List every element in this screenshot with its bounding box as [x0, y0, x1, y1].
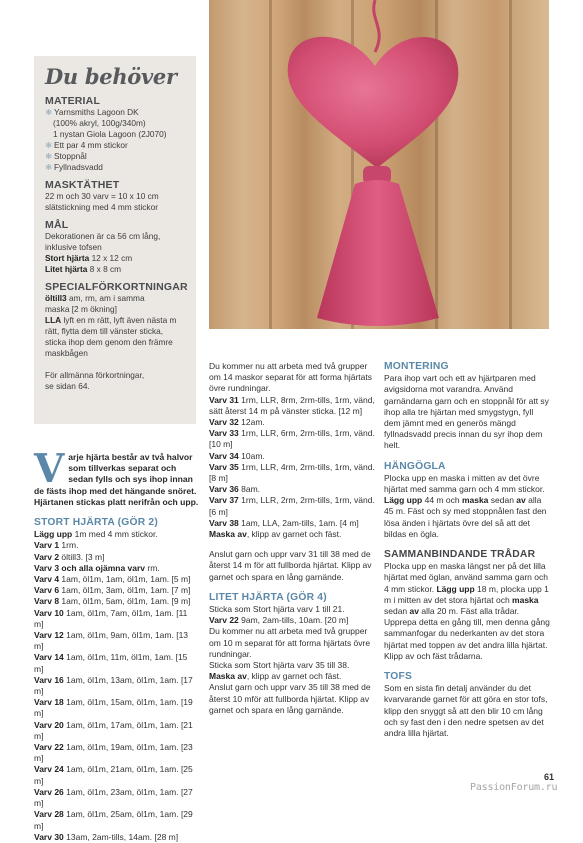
- pattern-row: [34, 832, 199, 843]
- text-segment: av: [516, 495, 526, 506]
- row-label: Varv 16: [34, 674, 64, 685]
- material-heading: MATERIAL: [45, 95, 101, 107]
- size-small-value: 8 x 8 cm: [87, 264, 122, 274]
- pattern-row: [34, 809, 199, 820]
- row-text: , klipp av garnet och fäst.: [246, 671, 342, 682]
- mid-paragraph: Du kommer nu att arbeta med två grupper om 14 maskor separat för att forma hjärtats övre rundningar.: [209, 361, 372, 394]
- abbr-line: maskbågen: [45, 348, 88, 358]
- pattern-row: [34, 720, 199, 742]
- material-item-text: Fyllnadsvadd: [53, 162, 103, 172]
- abbr-note: se sidan 64.: [45, 381, 90, 391]
- text-segment: maska: [512, 594, 539, 605]
- row-label: Varv 3 och alla ojämna varv: [34, 562, 146, 573]
- mid-paragraph: Anslut garn och uppr varv 31 till 38 med de återst 14 m för att fullborda hjärtat. Klipp av garnet och spara en lång garnände.: [209, 549, 372, 582]
- material-item: [45, 118, 187, 129]
- pattern-row: [34, 675, 199, 697]
- row-text: 1am, öl1m, 23am, öl1m, 1am. [27 m]: [34, 786, 193, 809]
- abbr-line: sticka ihop dem genom den främre: [45, 337, 173, 347]
- material-item: [45, 107, 187, 118]
- row-text: 8am.: [238, 484, 261, 495]
- row-text: 1rm, LLR, 8rm, 2rm-tills, 1rm, vänd, sätt återst 14 m på vänster sticka. [12 m]: [209, 394, 375, 416]
- row-text: 1am, öl1m, 25am, öl1m, 1am. [29: [63, 809, 193, 820]
- intro-text: arje hjärta består av två halvor som tillverkas separat och sedan fylls och sys ihop innan de fästs ihop med det hängande snöret. Hjärtanen stickas platt nerifrån och upp.: [34, 452, 199, 507]
- pattern-row: [209, 682, 375, 716]
- pattern-row: [34, 652, 199, 674]
- row-label: Varv 30: [34, 831, 64, 842]
- text-segment: av: [409, 606, 419, 617]
- row-text: 1rm, LLR, 6rm, 2rm-tills, 1rm, vänd. [10 m]: [209, 428, 375, 450]
- material-list: [45, 107, 187, 173]
- pattern-row: [34, 552, 199, 563]
- material-item: [45, 140, 187, 151]
- pattern-row: [209, 529, 375, 540]
- hanging-string: [374, 0, 379, 52]
- row-label: Varv 18: [34, 697, 64, 708]
- row-label: Varv 12: [34, 630, 64, 641]
- tassel-heading: TOFS: [384, 671, 413, 683]
- pattern-row: [209, 462, 375, 484]
- row-text: 1m med 4 mm stickor.: [72, 529, 158, 540]
- right-column: [384, 361, 552, 739]
- row-label: Varv 1: [34, 540, 60, 551]
- abbr-note: För allmänna förkortningar,: [45, 370, 145, 380]
- material-item-text: Yarnsmiths Lagoon DK: [53, 107, 139, 117]
- row-label: Varv 6: [34, 585, 60, 596]
- pattern-row: [209, 615, 375, 626]
- size-big-label: Stort hjärta: [45, 253, 90, 263]
- text-segment: Plocka upp en maska i mitten av det övre hjärtat med samma garn och 4 mm stickor.: [384, 472, 545, 495]
- pattern-row: [209, 604, 375, 615]
- pattern-row: [34, 585, 199, 596]
- pattern-row: [34, 563, 199, 574]
- loop-heading: HÄNGÖGLA: [384, 460, 446, 472]
- row-text: 1am, öl1m, 7am, öl1m, 1am. [11 m]: [34, 607, 188, 629]
- pattern-row: [209, 495, 375, 517]
- text-segment: sedan: [384, 606, 410, 617]
- drop-cap: V: [34, 446, 65, 492]
- heart-shape: [288, 37, 459, 168]
- row-text: , klipp av garnet och fäst.: [246, 529, 342, 540]
- text-segment: alla 45 m. Fäst och sy med stoppnålen fast den lösa änden i hjärtats övre del så att det bildas en ögla.: [384, 495, 547, 539]
- material-item-text: (100% akryl, 100g/340m): [53, 118, 146, 128]
- pattern-row: [34, 574, 199, 585]
- abbr-line: [45, 315, 187, 326]
- tassel-text: Som en sista fin detalj använder du det kvarvarande garnet för att göra en stor tofs, klipp den snyggt så att den blir 10 cm lång och sy fast den i den nedre spetsen av det andra lilla hjärtat.: [384, 683, 548, 739]
- text-segment: Lägg upp: [436, 583, 475, 594]
- row-text: 1am, öl1m, 17am, öl1m, 1am. [21 m]: [34, 719, 193, 741]
- gauge-heading: MASKTÄTHET: [45, 179, 120, 191]
- row-text: Sticka som Stort hjärta varv 35 till 38.: [209, 660, 350, 671]
- pattern-row: [34, 821, 199, 832]
- row-text: öltill3. [3 m]: [59, 551, 105, 562]
- small-heart-heading: LITET HJÄRTA (GÖR 4): [209, 591, 327, 603]
- row-text: 9am, 2am-tills, 10am. [20 m]: [238, 615, 349, 626]
- gauge-line: 22 m och 30 varv = 10 x 10 cm: [45, 191, 159, 201]
- row-text: 1am, öl1m, 13am, öl1m, 1am. [17 m]: [34, 674, 193, 697]
- bullet-icon: ❄: [45, 151, 52, 161]
- threads-text-2: Upprepa detta en gång till, men denna gång sammanfogar du nederkanten av det stora hjärtat med toppen av det andra lilla hjärtat. Klipp av och fäst trådarna.: [384, 617, 550, 661]
- row-label: Maska av: [209, 529, 247, 540]
- row-label: Varv 2: [34, 551, 60, 562]
- row-label: Varv 38: [209, 517, 239, 528]
- pattern-row: [209, 395, 375, 417]
- material-item: [45, 151, 187, 162]
- row-text: 1am, öl1m, 21am, öl1m, 1am. [25 m]: [34, 764, 193, 786]
- intro-paragraph: [34, 446, 199, 508]
- assembly-text: Para ihop vart och ett av hjärtparen med avigsidorna mot varandra. Använd garnändarna garn och en stoppnål för att sy ihop alla tre hjärtan med smygstygn, fyll dem jämnt med en generös mängd fyllnadsvadd precis innan du syr ihop dem helt.: [384, 373, 549, 451]
- row-label: Varv 4: [34, 574, 60, 585]
- row-label: Varv 32: [209, 417, 239, 428]
- row-label: Varv 34: [209, 450, 239, 461]
- row-text: 1am, öl1m, 9am, öl1m, 1am. [13 m]: [34, 630, 189, 652]
- material-item-text: Ett par 4 mm stickor: [53, 140, 128, 150]
- pattern-row: [209, 660, 375, 671]
- size-small-label: Litet hjärta: [45, 264, 88, 274]
- row-text: 13am, 2am-tills, 14am. [28 m]: [63, 831, 179, 842]
- middle-column: [209, 361, 375, 716]
- row-text: 10am.: [238, 450, 265, 461]
- pattern-row: [34, 787, 199, 809]
- row-label: Varv 28: [34, 809, 64, 820]
- bullet-icon: ❄: [45, 140, 52, 150]
- abbr-heading: SPECIALFÖRKORTNINGAR: [45, 281, 188, 293]
- heart-illustration: [209, 0, 549, 329]
- text-segment: alla 20 m. Fäst alla trådar.: [419, 606, 520, 617]
- row-label: Varv 35: [209, 461, 239, 472]
- row-text: 1rm, LLR, 2rm, 2rm-tills, 1rm, vänd. [6 m]: [209, 495, 375, 517]
- row-text: 1am, öl1m, 11m, öl1m, 1am. [15 m]: [34, 652, 188, 674]
- size-line: Dekorationen är ca 56 cm lång,: [45, 231, 161, 241]
- abbr-term: öltill3: [45, 293, 67, 303]
- assembly-heading: MONTERING: [384, 361, 449, 372]
- pattern-row: [34, 608, 199, 630]
- row-label: Maska av: [209, 671, 247, 682]
- size-line: inklusive tofsen: [45, 242, 102, 252]
- row-label: Varv 22: [34, 742, 64, 753]
- row-label: Varv 14: [34, 652, 64, 663]
- size-heading: MÅL: [45, 219, 69, 231]
- bullet-icon: ❄: [45, 107, 52, 117]
- heart-photo: [209, 0, 549, 329]
- row-label: Varv 24: [34, 764, 64, 775]
- abbr-line: maska [2 m ökning]: [45, 304, 117, 314]
- row-label: Varv 20: [34, 719, 64, 730]
- row-text: m]: [34, 820, 44, 831]
- pattern-row: [34, 742, 199, 764]
- row-label: Varv 31: [209, 394, 239, 405]
- threads-text: [384, 561, 552, 617]
- sidebar-title: Du behöver: [45, 64, 177, 89]
- pattern-row: [34, 697, 199, 719]
- materials-sidebar: [34, 56, 196, 424]
- large-heart-rows-cont: [209, 395, 375, 541]
- pattern-row: [209, 428, 375, 450]
- large-heart-rows: [34, 529, 199, 843]
- text-segment: 44 m och: [422, 495, 462, 506]
- bullet-icon: ❄: [45, 162, 52, 172]
- row-text: 1am, öl1m, 1am, öl1m, 1am. [5 m]: [59, 574, 191, 585]
- pattern-row: [209, 484, 375, 495]
- text-segment: sedan: [488, 495, 517, 506]
- text-segment: Plocka upp en maska längst ner på det lilla hjärtat med öglan, använd samma garn och 4 mm stickor.: [384, 561, 548, 594]
- size-small: [45, 264, 187, 275]
- abbr-desc: am, rm, am i samma: [66, 293, 145, 303]
- small-heart-rows: [209, 604, 375, 716]
- abbr-line: [45, 293, 187, 304]
- row-text: 1am, LLA, 2am-tills, 1am. [4 m]: [238, 517, 359, 528]
- row-label: Varv 36: [209, 484, 239, 495]
- material-item-text: 1 nystan Giola Lagoon (2J070): [53, 129, 167, 139]
- pattern-row: [34, 540, 199, 551]
- page-number: 61: [544, 772, 555, 782]
- pattern-row: [209, 626, 375, 660]
- text-segment: maska: [461, 495, 489, 506]
- row-text: 1am, öl1m, 3am, öl1m, 1am. [7 m]: [59, 585, 191, 596]
- pattern-row: [34, 630, 199, 652]
- row-label: Varv 37: [209, 495, 239, 506]
- pattern-row: [34, 764, 199, 786]
- large-heart-heading: STORT HJÄRTA (GÖR 2): [34, 517, 158, 529]
- row-label: Lägg upp: [34, 529, 73, 540]
- row-text: Sticka som Stort hjärta varv 1 till 21.: [209, 604, 345, 615]
- size-big: [45, 253, 187, 264]
- row-label: Varv 10: [34, 607, 64, 618]
- row-text: 1rm.: [59, 540, 79, 551]
- pattern-row: [209, 451, 375, 462]
- row-text: 1rm, LLR, 4rm, 2rm-tills, 1rm, vänd. [8 m]: [209, 461, 375, 484]
- pattern-row: [34, 529, 199, 540]
- text-segment: 18 m, plocka upp 1 m i mitten av det stora hjärtat och: [384, 583, 549, 605]
- row-label: Varv 8: [34, 596, 60, 607]
- threads-heading: SAMMANBINDANDE TRÅDAR: [384, 549, 536, 561]
- pattern-row: [209, 417, 375, 428]
- material-item-text: Stoppnål: [53, 151, 87, 161]
- row-text: 1am, öl1m, 15am, öl1m, 1am. [19 m]: [34, 697, 193, 719]
- row-text: rm.: [145, 562, 160, 573]
- pattern-row: [209, 671, 375, 682]
- text-segment: Lägg upp: [384, 495, 423, 506]
- abbr-line: rätt, flytta dem till vänster sticka,: [45, 326, 164, 336]
- row-label: Varv 33: [209, 428, 239, 439]
- row-label: Varv 22: [209, 615, 239, 626]
- abbr-desc: lyft en m rätt, lyft även nästa m: [61, 315, 177, 325]
- gauge-line: slätstickning med 4 mm stickor: [45, 202, 158, 212]
- row-text: 1am, öl1m, 19am, öl1m, 1am. [23 m]: [34, 742, 193, 764]
- row-text: 12am.: [238, 417, 265, 428]
- tassel: [317, 180, 439, 326]
- row-text: 1am, öl1m, 5am, öl1m, 1am. [9 m]: [59, 596, 191, 607]
- row-text: Du kommer nu att arbeta med två grupper om 10 m separat för att forma hjärtats övre rundningar.: [209, 626, 371, 659]
- watermark: PassionForum.ru: [470, 782, 558, 793]
- material-item: [45, 162, 187, 173]
- left-column: [34, 446, 199, 843]
- row-text: Anslut garn och uppr varv 35 till 38 med de återst 10 mför att fullborda hjärtat. Klipp av garnet och spara en lång garnände.: [209, 682, 371, 715]
- pattern-row: [209, 518, 375, 529]
- material-item: [45, 129, 187, 140]
- size-big-value: 12 x 12 cm: [89, 253, 133, 263]
- row-label: Varv 26: [34, 786, 64, 797]
- abbr-term: LLA: [45, 315, 62, 325]
- pattern-row: [34, 596, 199, 607]
- loop-text: [384, 473, 552, 540]
